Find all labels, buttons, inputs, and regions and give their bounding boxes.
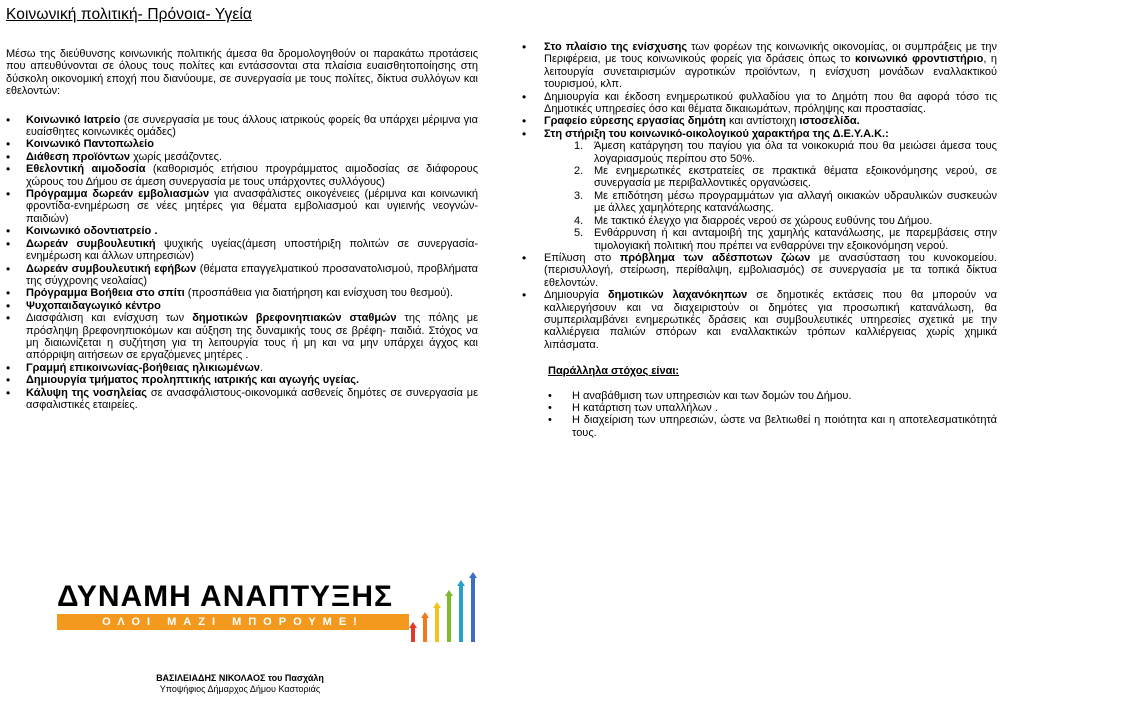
list-item: • Κάλυψη της νοσηλείας σε ανασφάλιστους-οικονομικά ασθενείς δημότες σε συνεργασία με ασφαλιστικές εταιρείες.	[6, 387, 478, 412]
list-item: • Διάθεση προϊόντων χωρίς μεσάζοντες.	[6, 151, 478, 163]
item-number: 1.	[574, 140, 584, 153]
right-column	[520, 41, 997, 439]
list-item: • Κοινωνικό Παντοπωλείο	[6, 138, 478, 150]
list-item: • Δωρεάν συμβουλευτική εφήβων (θέματα επαγγελματικού προσανατολισμού, προβλήματα της σύγχρονης νεολαίας)	[6, 263, 478, 288]
signature-block	[110, 673, 370, 695]
list-item: • Πρόγραμμα Βοήθεια στο σπίτι (προσπάθεια για διατήρηση και ενίσχυση του θεσμού).	[6, 287, 478, 299]
left-column	[6, 48, 478, 411]
numbered-list	[574, 140, 997, 252]
list-item: • Γραφείο εύρεσης εργασίας δημότη και αντίστοιχη ιστοσελίδα.	[520, 115, 997, 127]
list-item: • Δημιουργία και έκδοση ενημερωτικού φυλλαδίου για το Δημότη που θα αφορά τόσο τις Δημοτικές υπηρεσίες όσο και θέματα δικαιωμάτων, πρόληψης και προστασίας.	[520, 91, 997, 116]
list-item: • Πρόγραμμα δωρεάν εμβολιασμών για ανασφάλιστες οικογένειες (μέριμνα και κοινωνική φροντίδα-ενημέρωση σε νέες μητέρες για θέματα εμβολιασμού και υγιεινής νεογνών-παιδιών)	[6, 188, 478, 225]
list-item: • Δημιουργία τμήματος προληπτικής ιατρικής και αγωγής υγείας.	[6, 374, 478, 386]
left-list	[6, 114, 478, 412]
numbered-item: 3. Με επιδότηση μέσω προγραμμάτων για αλλαγή οικιακών υδραυλικών συσκευών με άλλες χαμηλότερης κατανάλωσης.	[574, 189, 997, 215]
candidate-role: Υποψήφιος Δήμαρχος Δήμου Καστοριάς	[159, 684, 321, 694]
item-number: 4.	[574, 214, 584, 227]
list-item: • Κοινωνικό Ιατρείο (σε συνεργασία με τους άλλους ιατρικούς φορείς θα υπάρχει μέριμνα για ευαίσθητες κοινωνικές ομάδες)	[6, 114, 478, 139]
goals-list	[548, 390, 997, 440]
list-item: • Κοινωνικό οδοντιατρείο .	[6, 225, 478, 237]
list-item: • Γραμμή επικοινωνίας-βοήθειας ηλικιωμένων.	[6, 362, 478, 374]
logo-slogan: ΟΛΟΙ ΜΑΖΙ ΜΠΟΡΟΥΜΕ!	[57, 614, 409, 630]
right-list	[520, 41, 997, 351]
item-number: 3.	[574, 189, 584, 202]
goal-item: • Η αναβάθμιση των υπηρεσιών και των δομών του Δήμου.	[548, 390, 997, 402]
numbered-item: 1. Άμεση κατάργηση του παγίου για όλα τα νοικοκυριά που θα μειώσει άμεσα τους λογαριασμούς περίπου στο 50%.	[574, 140, 997, 165]
item-number: 5.	[574, 227, 584, 240]
list-item: • Ψυχοπαιδαγωγικό κέντρο	[6, 300, 478, 312]
item-number: 2.	[574, 165, 584, 178]
list-item: • Στο πλαίσιο της ενίσχυσης των φορέων της κοινωνικής οικονομίας, οι συμπράξεις με την Περιφέρεια, με τους κοινωνικούς φορείς για δράσεις όπως το κοινωνικό φροντιστήριο, η λειτουργία συνεταιρισμών αγροτικών προϊόντων, η ενίσχυση μονάδων εναλλακτικού τουρισμού, κλπ.	[520, 41, 997, 91]
goal-item: • Η διαχείριση των υπηρεσιών, ώστε να βελτιωθεί η ποιότητα και η αποτελεσματικότητά τους.	[548, 414, 997, 439]
list-item: • Εθελοντική αιμοδοσία (καθορισμός ετήσιου προγράμματος αιμοδοσίας σε διάφορους χώρους του Δήμου σε άμεση συνεργασία με τους υπάρχοντες συλλόγους)	[6, 163, 478, 188]
goal-item: • Η κατάρτιση των υπαλλήλων .	[548, 402, 997, 414]
party-logo	[52, 568, 494, 648]
list-item: • Δωρεάν συμβουλευτική ψυχικής υγείας(άμεση υποστήριξη πολιτών σε συνεργασία- ενημέρωση και άλλων υπηρεσιών)	[6, 238, 478, 263]
numbered-item: 4. Με τακτικό έλεγχο για διαρροές νερού σε χώρους ευθύνης του Δήμου.	[574, 214, 933, 227]
list-item: • Διασφάλιση και ενίσχυση των δημοτικών βρεφονηπιακών σταθμών της πόλης με πρόσληψη βρεφονηπιοκόμων και αύξηση της δυναμικής τους σε βρέφη- παιδιά. Στόχος να μη διαιωνίζεται η συζήτηση για τη λειτουργία τους ή μη και να μην υπάρχει άγχος και απόρριψη αιτήσεων σε εργαζόμενες μητέρες .	[6, 312, 478, 362]
numbered-item: 2. Με ενημερωτικές εκστρατείες σε πρακτικά θέματα εξοικονόμησης νερού, σε συνεργασία με περιβαλλοντικές οργανώσεις.	[574, 165, 997, 190]
list-item: • Επίλυση στο πρόβλημα των αδέσποτων ζώων με ανασύσταση του κυνοκομείου. (περισυλλογή, στείρωση, περίθαλψη, εμβολιασμός) σε συνεργασία με τα τοπικά δίκτυα εθελοντών.	[520, 252, 997, 289]
growth-bars-icon	[407, 568, 497, 646]
page-title: Κοινωνική πολιτική- Πρόνοια- Υγεία	[6, 6, 252, 23]
list-item: • Στη στήριξη του κοινωνικό-οικολογικού χαρακτήρα της Δ.Ε.Υ.Α.Κ.: 1. Άμεση κατάργηση του παγίου για όλα τα νοικοκυριά που θα μειώσει άμεσα τους λογαριασμούς περίπου στο 50%. 2. Με ενημερωτικές εκστρατείες σε πρακτικά θέματα εξοικονόμησης νερού, σε συνεργασία με περιβαλλοντικές οργανώσεις. 3. Με επιδότηση μέσω προγραμμάτων για αλλαγή οικιακών υδραυλικών συσκευών με άλλες χαμηλότερης κατανάλωσης. 4. Με τακτικό έλεγχο για διαρροές νερού σε χώρους ευθύνης του Δήμου. 5. Ενθάρρυνση ή και ανταμοιβή της χαμηλής κατανάλωσης, με παρεμβάσεις στην τιμολογιακή πολιτική που πρέπει να ενθαρρύνει την εξοικονόμηση νερού.	[520, 128, 997, 252]
list-item: • Δημιουργία δημοτικών λαχανόκηπων σε δημοτικές εκτάσεις που θα μπορούν να καλλιεργήσουν και να διαχειριστούν οι δημότες για προσωπική κατανάλωση, θα συμπεριλαμβάνει ενημερωτικές δράσεις και συμβουλευτικές υπηρεσίες σχετικά με την καλλιέργεια παλιών σπόρων και εναλλακτικών τρόπων καλλιέργειας χωρίς χημικά λιπάσματα.	[520, 289, 997, 351]
numbered-item: 5. Ενθάρρυνση ή και ανταμοιβή της χαμηλής κατανάλωσης, με παρεμβάσεις στην τιμολογιακή πολιτική που πρέπει να ενθαρρύνει την εξοικονόμηση νερού.	[574, 227, 997, 252]
logo-title: ΔΥΝΑΜΗ ΑΝΑΠΤΥΞΗΣ	[57, 580, 394, 613]
intro-paragraph: Μέσω της διεύθυνσης κοινωνικής πολιτικής άμεσα θα δρομολογηθούν οι παρακάτω προτάσεις που απευθύνονται σε όλους τους πολίτες και εντάσσονται στα πλαίσια ευαισθητοποίησης στη δύσκολη οικονομική εποχή που διανύουμε, σε συνεργασία με τους πολίτες, δίκτυα συλλόγων και εθελοντών:	[6, 48, 478, 98]
goals-heading: Παράλληλα στόχος είναι:	[548, 365, 680, 378]
candidate-name: ΒΑΣΙΛΕΙΑΔΗΣ ΝΙΚΟΛΑΟΣ του Πασχάλη	[156, 673, 324, 683]
